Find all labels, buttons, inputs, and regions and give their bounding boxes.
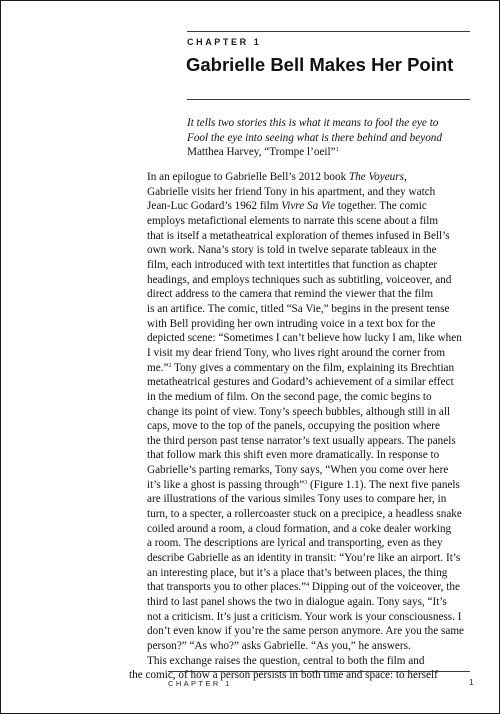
title-rule [187,99,470,100]
text-line: me.”$^2$ Tony gives a commentary on the film, explaining its Brechtian [147,361,455,374]
footnote-marker: 4 [306,582,310,589]
text-line: employs metafictional elements to narrate this scene about a film [147,214,439,227]
page-number: 1 [469,678,474,687]
text-line: coiled around a room, a cloud formation, and a coke dealer working [147,522,452,535]
text-line: an interesting place, but it’s a place that’s between places, the thing [147,566,448,579]
footnote-marker: 3 [304,479,308,486]
text-line: don’t even know if you’re the same person anymore. Are you the same [147,625,464,638]
running-footer: CHAPTER 1 [168,679,232,688]
paragraph-1 [129,170,474,654]
text-line: I visit my dear friend Tony, who lives right around the corner from [147,346,446,359]
top-rule [187,31,470,32]
text-line: own work. Nana’s story is told in twelve separate tableaux in the [147,244,437,257]
text-line: a room. The descriptions are lyrical and transporting, even as they [147,537,443,550]
epigraph [187,116,487,160]
epigraph-attribution-text: Matthea Harvey, “Trompe l’oeil” [187,146,336,159]
footnote-marker: 1 [335,147,339,154]
chapter-label: CHAPTER 1 [187,37,262,47]
text-line: are illustrations of the various similes Tony uses to compare her, in [147,493,447,506]
text-line: turn, to a specter, a rollercoaster stuck on a precipice, a headless snake [147,508,462,521]
text-line: the third person past tense narrator’s text usually appears. The panels [147,434,456,447]
text-line: depicted scene: “Sometimes I can’t believe how lucky I am, like when [147,332,462,345]
text-line: This exchange raises the question, central to both the film and [147,654,425,667]
text-line: describe Gabrielle as an identity in transit: “You’re like an airport. It’s [147,552,461,565]
epigraph-attribution [187,145,487,160]
text-line: person?” “As who?” asks Gabrielle. “As you,” he answers. [147,640,411,652]
text-line: Jean-Luc Godard’s 1962 film Vivre Sa Vie together. The comic [147,200,427,213]
text-line: film, each introduced with text intertitles that function as chapter [147,258,438,271]
film-title: Vivre Sa Vie [281,200,336,213]
text-line: change its point of view. Tony’s speech bubbles, although still in all [147,405,451,418]
text-line: Gabrielle’s parting remarks, Tony says, “When you come over here [147,464,449,477]
book-title: The Voyeurs [348,171,404,183]
text-line: that is itself a metatheatrical exploration of themes infused in Bell’s [147,229,450,242]
text-line: headings, and employs techniques such as subtitling, voiceover, and [147,273,452,286]
epigraph-line: Fool the eye into seeing what is there behind and beyond [187,131,442,144]
text-line: caps, move to the top of the panels, occupying the position where [147,420,440,433]
text-line: metatheatrical gestures and Godard’s achievement of a similar effect [147,376,454,389]
text-line: it’s like a ghost is passing through”$^3$ (Figure 1.1). The next five panels [147,478,460,491]
text-line: Gabrielle visits her friend Tony in his apartment, and they watch [147,185,436,198]
footer-rule [168,671,470,672]
footnote-marker: 2 [168,362,172,369]
text-line: the comic, of how a person persists in both time and space: to herself [129,669,438,682]
text-line: that transports you to other places.”$^4$ Dipping out of the voiceover, the [147,581,460,594]
text-line: not a criticism. It’s just a criticism. Your work is your consciousness. I [147,610,462,623]
text-line: is an artifice. The comic, titled “Sa Vie,” begins in the present tense [147,302,450,315]
text-line: with Bell providing her own intruding voice in a text box for the [147,317,436,330]
text-line: direct address to the camera that remind the viewer that the film [147,288,434,301]
epigraph-line: It tells two stories this is what it means to fool the eye to [187,117,439,129]
body-text [129,170,474,683]
text-line: In an epilogue to Gabrielle Bell’s 2012 book The Voyeurs, [147,171,407,183]
text-line: third to last panel shows the two in dialogue again. Tony says, “It’s [147,596,447,609]
chapter-title: Gabrielle Bell Makes Her Point [186,54,454,75]
text-line: in the medium of film. On the second page, the comic begins to [147,390,432,403]
text-line: that follow mark this shift even more dramatically. In response to [147,449,440,462]
